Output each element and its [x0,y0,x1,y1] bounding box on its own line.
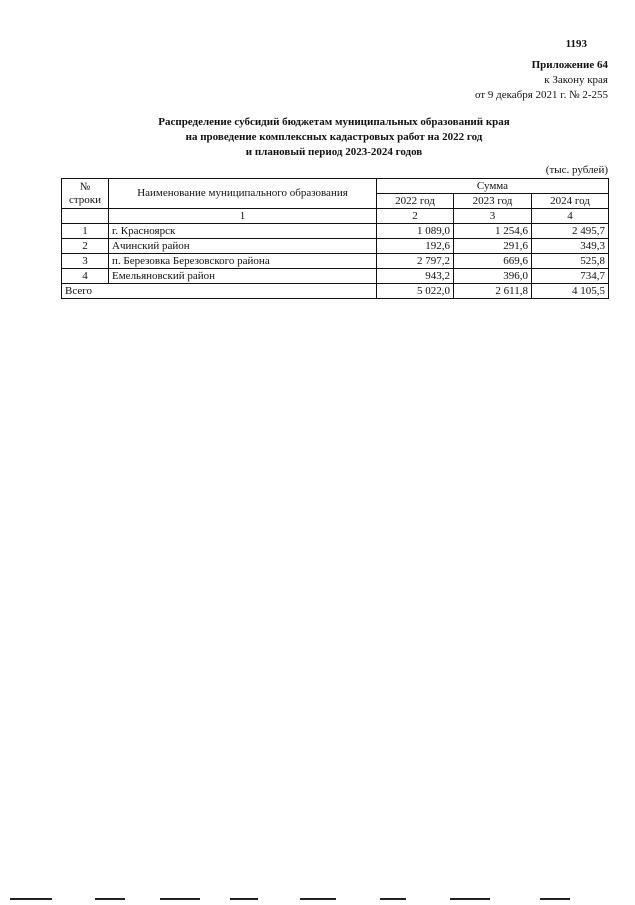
scan-mark [160,898,200,900]
row-number: 3 [62,254,109,269]
scan-mark [95,898,125,900]
row-number: 2 [62,239,109,254]
row-name: п. Березовка Березовского района [109,254,377,269]
units-label: (тыс. рублей) [545,164,608,176]
scan-mark [300,898,336,900]
row-value-2022: 1 089,0 [377,224,454,239]
scan-mark [540,898,570,900]
row-value-2024: 349,3 [532,239,609,254]
scan-mark [380,898,406,900]
table-row [62,239,609,254]
column-number-3: 3 [454,209,532,224]
footer-scan-marks [0,898,635,901]
column-number-2: 2 [377,209,454,224]
row-name: Емельяновский район [109,269,377,284]
scan-mark [10,898,52,900]
total-label: Всего [62,284,377,299]
header-row-number [62,179,109,209]
header-row-number-line2: строки [68,193,102,206]
header-row-number-line1: № [79,180,91,193]
row-value-2024: 525,8 [532,254,609,269]
row-name: г. Красноярск [109,224,377,239]
header-name: Наименование муниципального образования [109,179,377,209]
table-row [62,224,609,239]
document-title [60,115,608,160]
row-value-2022: 2 797,2 [377,254,454,269]
subsidy-table [61,178,609,299]
column-number-blank [62,209,109,224]
row-name: Ачинский район [109,239,377,254]
table-row [62,254,609,269]
header-year-2023: 2023 год [454,194,532,209]
scan-mark [230,898,258,900]
column-numbers-row [62,209,609,224]
row-value-2022: 192,6 [377,239,454,254]
row-number: 1 [62,224,109,239]
row-value-2024: 734,7 [532,269,609,284]
row-number: 4 [62,269,109,284]
row-value-2022: 943,2 [377,269,454,284]
row-value-2023: 1 254,6 [454,224,532,239]
scan-mark [450,898,490,900]
appendix-number: Приложение 64 [531,59,608,71]
appendix-date: от 9 декабря 2021 г. № 2-255 [474,89,608,101]
total-value-2024: 4 105,5 [532,284,609,299]
row-value-2024: 2 495,7 [532,224,609,239]
title-line-3: и плановый период 2023-2024 годов [245,146,423,158]
title-line-2: на проведение комплексных кадастровых работ на 2022 год [185,131,483,143]
appendix-block [475,58,608,103]
row-value-2023: 396,0 [454,269,532,284]
header-year-2024: 2024 год [532,194,609,209]
total-value-2023: 2 611,8 [454,284,532,299]
page-number: 1193 [565,38,587,50]
table-row [62,269,609,284]
table-header-row [62,179,609,194]
header-sum: Сумма [377,179,609,194]
row-value-2023: 291,6 [454,239,532,254]
column-number-1: 1 [109,209,377,224]
row-value-2023: 669,6 [454,254,532,269]
column-number-4: 4 [532,209,609,224]
header-year-2022: 2022 год [377,194,454,209]
table-total-row [62,284,609,299]
appendix-law: к Закону края [544,74,608,86]
title-line-1: Распределение субсидий бюджетам муниципальных образований края [158,116,510,128]
total-value-2022: 5 022,0 [377,284,454,299]
